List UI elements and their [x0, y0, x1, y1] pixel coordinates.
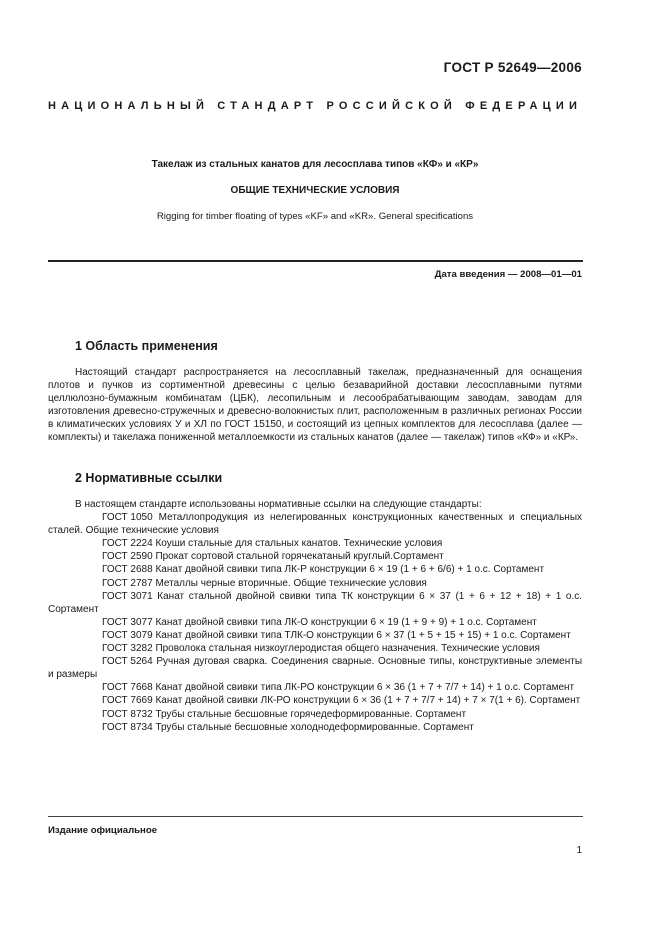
reference-item — [48, 590, 582, 616]
reference-text: Ручная дуговая сварка. Соединения сварные. Основные типы, конструктивные элементы и размеры — [48, 656, 583, 681]
reference-item — [48, 616, 582, 629]
reference-item — [48, 694, 582, 707]
reference-item — [48, 550, 582, 563]
reference-intro: В настоящем стандарте использованы нормативные ссылки на следующие стандарты: — [75, 499, 482, 510]
reference-code: ГОСТ 1050 — [102, 512, 153, 524]
reference-item — [48, 577, 582, 590]
reference-text: Проволока стальная низкоуглеродистая общего назначения. Технические условия — [155, 643, 540, 655]
document-subtitle: ОБЩИЕ ТЕХНИЧЕСКИЕ УСЛОВИЯ — [230, 185, 400, 196]
reference-text: Трубы стальные бесшовные холоднодеформированные. Сортамент — [155, 721, 474, 733]
document-title: Такелаж из стальных канатов для лесосплава типов «КФ» и «КР» — [151, 159, 479, 170]
reference-item — [48, 537, 582, 550]
reference-text: Коуши стальные для стальных канатов. Технические условия — [155, 538, 443, 550]
reference-code: ГОСТ 2224 — [102, 538, 153, 550]
reference-text: Трубы стальные бесшовные горячедеформированные. Сортамент — [155, 708, 467, 720]
scope-paragraph: Настоящий стандарт распространяется на лесосплавный такелаж, предназначенный для оснащения плотов и пучков из сортиментной древесины с целью безаварийной доставки лесосплавными путями целлюлозно-бумажным комбинатам (ЦБК), лесопильным и лесообрабатывающим заводам, заводам для изготовления древесно-стружечных и древесно-волокнистых плит, расположенным в различных регионах России в климатических условиях У и ХЛ по ГОСТ 15150, и состоящий из цепных комплектов для лесосплава (далее — комплекты) и такелажа пониженной металлоемкости из стальных канатов (далее — такелаж) типов «КФ» и «КР». — [48, 367, 582, 444]
reference-code: ГОСТ 3079 — [102, 629, 153, 641]
reference-code: ГОСТ 8734 — [102, 721, 153, 733]
reference-code: ГОСТ 3071 — [102, 590, 153, 602]
reference-text: Канат двойной свивки типа ЛК-Р конструкции 6 × 19 (1 + 6 + 6/6) + 1 о.с. Сортамент — [155, 564, 545, 576]
reference-code: ГОСТ 3077 — [102, 616, 153, 628]
national-standard-banner: НАЦИОНАЛЬНЫЙ СТАНДАРТ РОССИЙСКОЙ ФЕДЕРАЦИИ — [48, 100, 583, 112]
section-heading: 2 Нормативные ссылки — [75, 471, 223, 485]
reference-text: Канат двойной свивки типа ЛК-О конструкции 6 × 19 (1 + 9 + 9) + 1 о.с. Сортамент — [155, 616, 537, 628]
reference-code: ГОСТ 2787 — [102, 577, 153, 589]
introduction-date: Дата введения — 2008—01—01 — [434, 269, 582, 280]
reference-code: ГОСТ 3282 — [102, 643, 153, 655]
reference-code: ГОСТ 8732 — [102, 708, 153, 720]
reference-text: Металлы черные вторичные. Общие технические условия — [155, 577, 427, 589]
page-number: 1 — [576, 845, 582, 856]
reference-text: Канат двойной свивки ЛК-РО конструкции 6 × 36 (1 + 7 + 7/7 + 14) + 7 × 7(1 + 6). Сортамент — [155, 695, 581, 707]
header-divider — [48, 260, 583, 262]
document-number: ГОСТ Р 52649—2006 — [443, 60, 582, 75]
reference-code: ГОСТ 5264 — [102, 656, 153, 668]
section-scope — [48, 339, 582, 445]
reference-item — [48, 511, 582, 537]
official-edition-label: Издание официальное — [48, 825, 158, 836]
section-heading: 1 Область применения — [75, 339, 218, 353]
reference-code: ГОСТ 7669 — [102, 695, 153, 707]
reference-item — [48, 563, 582, 576]
reference-text: Канат двойной свивки типа ТЛК-О конструкции 6 × 37 (1 + 5 + 15 + 15) + 1 о.с. Сортамент — [155, 629, 571, 641]
reference-item — [48, 629, 582, 642]
section-normative-references — [48, 471, 582, 734]
reference-code: ГОСТ 2688 — [102, 564, 153, 576]
reference-item — [48, 655, 582, 681]
reference-item — [48, 642, 582, 655]
document-title-english: Rigging for timber floating of types «KF» and «KR». General specifications — [156, 211, 474, 222]
reference-item — [48, 708, 582, 721]
reference-list — [48, 498, 582, 734]
reference-item — [48, 681, 582, 694]
reference-text: Канат двойной свивки типа ЛК-РО конструкции 6 × 36 (1 + 7 + 7/7 + 14) + 1 о.с. Сортамент — [155, 682, 575, 694]
reference-item — [48, 721, 582, 734]
reference-text: Канат стальной двойной свивки типа ТК конструкции 6 × 37 (1 + 6 + 12 + 18) + 1 о.с. Сортамент — [48, 590, 583, 615]
reference-text: Металлопродукция из нелегированных конструкционных качественных и специальных сталей. Общие технические условия — [48, 512, 583, 537]
reference-items — [48, 511, 582, 734]
reference-text: Прокат сортовой стальной горячекатаный круглый.Сортамент — [155, 551, 444, 563]
reference-code: ГОСТ 7668 — [102, 682, 153, 694]
footer-divider — [48, 816, 583, 817]
reference-code: ГОСТ 2590 — [102, 551, 153, 563]
